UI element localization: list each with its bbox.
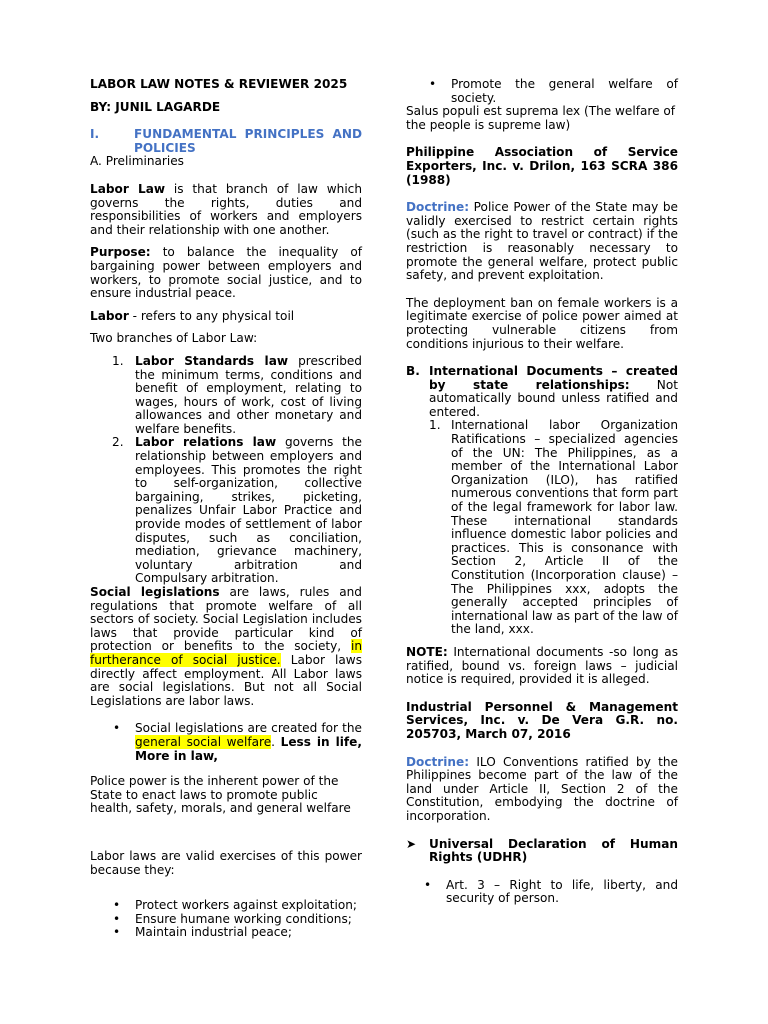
doctrine-ipams: Doctrine: ILO Conventions ratified by the Philippines become part of the law of the land under Article II, Section 2 of the Constitution, embodying the doctrine of incorporation. [406, 754, 678, 823]
case-title-ipams: Industrial Personnel & Management Services, Inc. v. De Vera G.R. no. 205703, March 07, 2016 [406, 699, 678, 741]
highlight: in furtherance of social justice. [90, 639, 362, 667]
section-b-list [429, 419, 678, 637]
deployment-ban-note: The deployment ban on female workers is a legitimate exercise of police power aimed at protecting vulnerable citizens from conditions injurious to their welfare. [406, 295, 678, 351]
list-item: 2. Labor relations law governs the relationship between employers and employees. This promotes the right to self-organization, collective bargaining, strikes, picketing, penalizes Unfair Labor Practice and provide modes of settlement of labor disputes, such as conciliation, mediation, grievance machinery, voluntary arbitration and Compulsary arbitration. [112, 435, 362, 586]
bullet-icon: • [113, 898, 121, 913]
highlight: general social welfare [135, 734, 272, 749]
labor-definition: Labor - refers to any physical toil [90, 308, 295, 323]
subsection-preliminaries: A. Preliminaries [90, 154, 184, 169]
reasons-list [90, 899, 362, 940]
section-b-heading: International Documents – created by state relationships: Not automatically bound unless ratified and entered. [429, 364, 678, 419]
document-author: BY: JUNIL LAGARDE [90, 99, 221, 114]
document-title: LABOR LAW NOTES & REVIEWER 2025 [90, 77, 348, 91]
purpose-definition: Purpose: to balance the inequality of bargaining power between employers and workers, to promote social justice, and to ensure industrial peace. [90, 245, 362, 301]
social-legislations-paragraph: Social legislations are laws, rules and regulations that promote welfare of all sectors of society. Social Legislation includes laws that provide particular kind of protection or benefits to the society, in furtherance of social justice. Labor laws directly affect employment. All Labor laws are social legislations. But not all Social Legislations are labor laws. [90, 585, 362, 708]
valid-exercises-intro: Labor laws are valid exercises of this power because they: [90, 848, 362, 877]
list-item: 1. Labor Standards law prescribed the minimum terms, conditions and benefit of employment, relating to wages, hours of work, cost of living allowances and other monetary and welfare benefits. [112, 353, 362, 436]
police-power-paragraph: Police power is the inherent power of the State to enact laws to promote public health, safety, morals, and general welfare [90, 774, 351, 816]
labor-law-definition: Labor Law is that branch of law which governs the rights, duties and responsibilities of workers and employers and their relationship with one another. [90, 181, 362, 237]
reasons-list-continued [406, 78, 678, 105]
list-item: • Maintain industrial peace; [113, 925, 292, 940]
bullet-icon: • [429, 77, 437, 91]
udhr-heading: ➤ Universal Declaration of Human Rights (UDHR) [406, 836, 678, 865]
two-branches-intro: Two branches of Labor Law: [90, 331, 258, 346]
list-item: • Art. 3 – Right to life, liberty, and security of person. [424, 877, 678, 906]
left-column [90, 78, 362, 940]
bullet-icon: • [113, 911, 121, 926]
list-item: 1. International labor Organization Ratifications – specialized agencies of the UN: The Philippines, as a member of the International Labor Organization (ILO), has ratified numerous conventions that form part of the legal framework for labor law. These international standards influence domestic labor policies and practices. This is consonance with Section 2, Article II of the Constitution (Incorporation clause) – The Philippines xxx, adopts the generally accepted principles of international law as part of the law of the land, xxx. [429, 418, 678, 637]
bullet-icon: • [113, 721, 121, 736]
section-b: B. International Documents – created by state relationships: Not automatically bound unless ratified and entered. 1. International labor Organization Ratifications – specialized agencies of the UN: The Philippines, as a member of the International Labor Organization (ILO), has ratified numerous conventions that form part of the legal framework for labor law. These international standards influence domestic labor policies and practices. This is consonance with Section 2, Article II of the Constitution (Incorporation clause) – The Philippines xxx, adopts the generally accepted principles of international law as part of the law of the land, xxx. [406, 364, 678, 637]
case-title-pase: Philippine Association of Service Exporters, Inc. v. Drilon, 163 SCRA 386 (1988) [406, 145, 678, 187]
doctrine-pase: Doctrine: Police Power of the State may be validly exercised to restrict certain rights (such as the right to travel or contract) if the restriction is reasonably necessary to promote the general welfare, protect public safety, and prevent exploitation. [406, 200, 678, 283]
list-item: • Promote the general welfare of society. [429, 77, 678, 105]
right-column [406, 78, 678, 906]
udhr-list [406, 879, 678, 906]
international-note: NOTE: International documents -so long as ratified, bound vs. foreign laws – judicial notice is required, provided it is alleged. [406, 644, 678, 687]
branches-list [90, 355, 362, 586]
section-heading-1: I. FUNDAMENTAL PRINCIPLES AND POLICIES [90, 127, 362, 155]
social-legislation-bullets [90, 722, 362, 763]
salus-maxim: Salus populi est suprema lex (The welfare of the people is supreme law) [406, 104, 676, 132]
list-item: • Protect workers against exploitation; [113, 898, 357, 913]
bullet-icon: • [113, 925, 121, 940]
bullet-icon: • [424, 877, 432, 892]
list-item: • Ensure humane working conditions; [113, 911, 352, 926]
arrow-bullet-icon: ➤ [406, 836, 417, 851]
list-item: • Social legislations are created for the general social welfare. Less in life, More in law, [113, 721, 362, 763]
